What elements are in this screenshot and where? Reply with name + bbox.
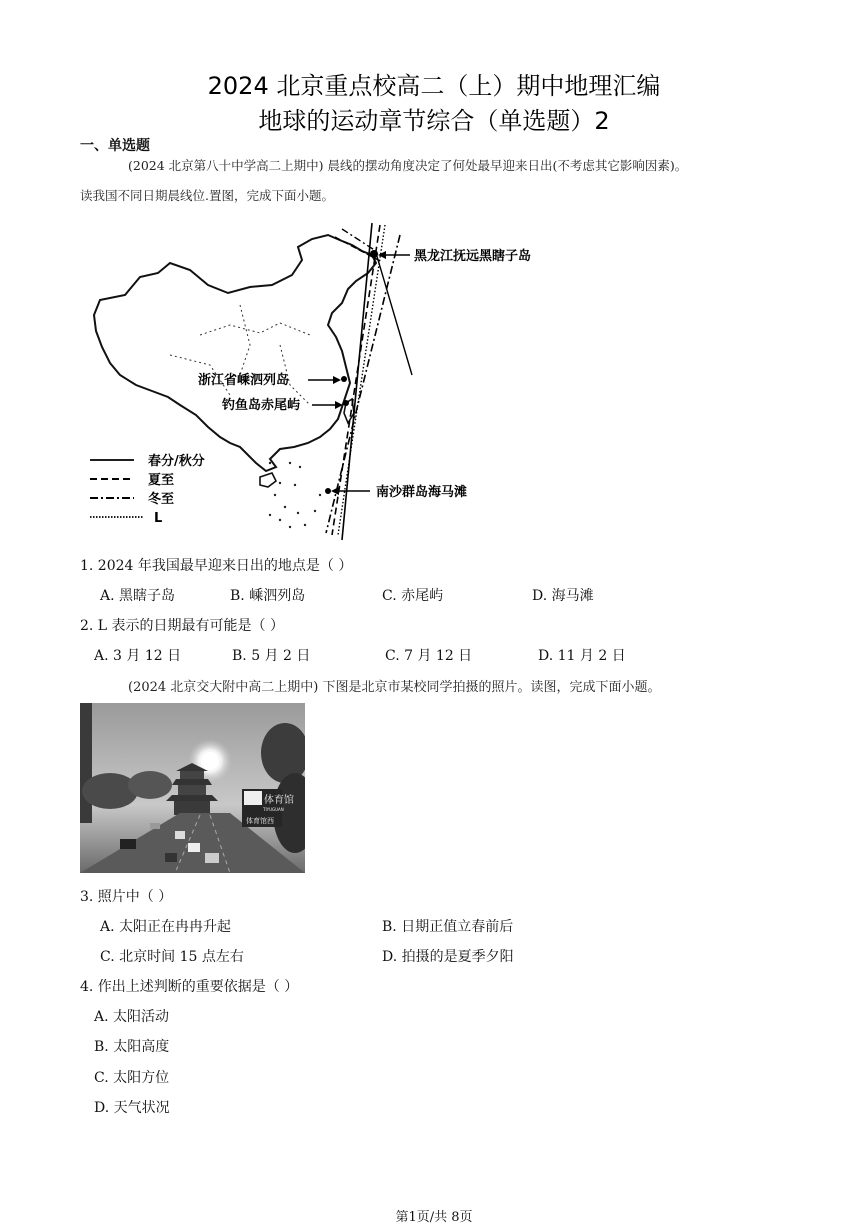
question-3-stem: 3. 照片中（ ） — [80, 889, 173, 905]
label-haimatan: 南沙群岛海马滩 — [376, 485, 468, 500]
q4-option-d[interactable]: D. 天气状况 — [94, 1100, 170, 1116]
question-1-stem: 1. 2024 年我国最早迎来日出的地点是（ ） — [80, 558, 353, 574]
beijing-street-photo — [80, 703, 305, 873]
hainan-island — [260, 473, 276, 487]
page-footer: 第1页/共 8页 — [395, 1210, 473, 1225]
legend-l: L — [154, 511, 163, 526]
passage-1-line-2: 读我国不同日期晨线位.置图，完成下面小题。 — [80, 188, 334, 203]
shengsi-point — [341, 376, 347, 382]
passage-2: (2024 北京交大附中高二上期中) 下图是北京市某校同学拍摄的照片。读图，完成下面小题。 — [128, 680, 661, 695]
q3-option-d[interactable]: D. 拍摄的是夏季夕阳 — [382, 949, 514, 965]
q2-option-d[interactable]: D. 11 月 2 日 — [538, 648, 626, 664]
passage-1-line-1: (2024 北京第八十中学高二上期中) 晨线的摆动角度决定了何处最早迎来日出(不考虑其它影响因素)。 — [128, 158, 688, 173]
china-outline — [94, 235, 376, 471]
sign-text-2: TIYUGUAN — [263, 807, 284, 812]
legend-equinox: 春分/秋分 — [148, 454, 205, 469]
map-legend — [90, 453, 205, 526]
q4-option-b[interactable]: B. 太阳高度 — [94, 1039, 170, 1055]
chiwei-point — [343, 400, 349, 406]
page-title: 2024 北京重点校高二（上）期中地理汇编 — [207, 72, 661, 100]
q2-option-a[interactable]: A. 3 月 12 日 — [94, 648, 182, 664]
q4-option-c[interactable]: C. 太阳方位 — [94, 1070, 170, 1086]
q3-option-c[interactable]: C. 北京时间 15 点左右 — [100, 949, 244, 965]
q2-option-c[interactable]: C. 7 月 12 日 — [385, 648, 473, 664]
q3-option-a[interactable]: A. 太阳正在冉冉升起 — [100, 919, 232, 935]
sign-text: 体育馆 — [264, 795, 294, 806]
question-4-stem: 4. 作出上述判断的重要依据是（ ） — [80, 979, 299, 995]
heixiazi-point — [370, 250, 378, 258]
label-heixiazi: 黑龙江抚远黑瞎子岛 — [414, 249, 532, 264]
page-subtitle: 地球的运动章节综合（单选题）2 — [258, 107, 610, 135]
q2-option-b[interactable]: B. 5 月 2 日 — [232, 648, 311, 664]
q1-option-d[interactable]: D. 海马滩 — [532, 588, 594, 604]
label-chiwei: 钓鱼岛赤尾屿 — [222, 398, 301, 413]
section-title: 一、单选题 — [80, 138, 150, 154]
q4-option-a[interactable]: A. 太阳活动 — [94, 1009, 170, 1025]
legend-winter: 冬至 — [148, 492, 175, 507]
south-sea-islands — [269, 462, 321, 528]
equinox-line — [342, 223, 372, 540]
haimatan-point — [325, 488, 331, 494]
q3-option-b[interactable]: B. 日期正值立春前后 — [382, 919, 514, 935]
q1-option-a[interactable]: A. 黑瞎子岛 — [100, 588, 176, 604]
q1-option-c[interactable]: C. 赤尾屿 — [382, 588, 444, 604]
q1-option-b[interactable]: B. 嵊泗列岛 — [230, 588, 306, 604]
label-shengsi: 浙江省嵊泗列岛 — [198, 373, 290, 388]
legend-summer: 夏至 — [148, 473, 175, 488]
china-dawn-line-map — [80, 215, 580, 545]
question-2-stem: 2. L 表示的日期最有可能是（ ） — [80, 618, 285, 634]
sign-text-3: 体育馆西 — [246, 817, 274, 825]
